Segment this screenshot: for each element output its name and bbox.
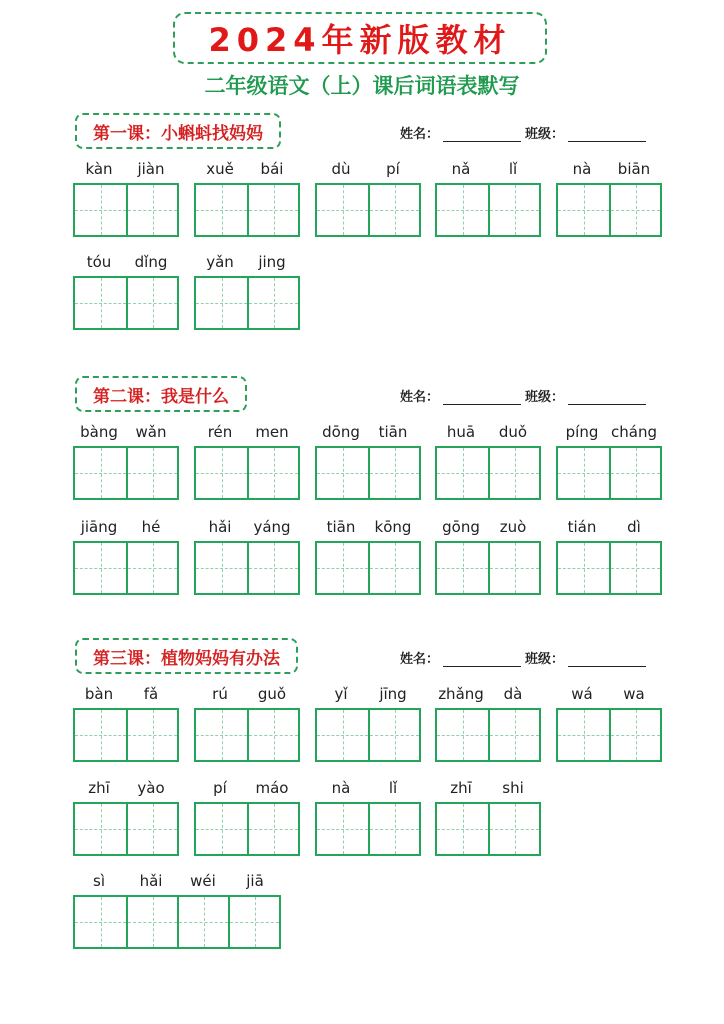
writing-grid <box>194 541 300 595</box>
pinyin-syllable: dì <box>627 518 641 536</box>
writing-grid <box>435 708 541 762</box>
word-row <box>0 776 724 856</box>
pinyin-syllable: wǎn <box>135 423 167 441</box>
pinyin-line <box>73 250 179 274</box>
writing-cell[interactable] <box>488 543 539 593</box>
writing-cell[interactable] <box>126 448 177 498</box>
pinyin-line <box>194 157 300 181</box>
writing-cell[interactable] <box>558 710 609 760</box>
word-item <box>73 682 179 762</box>
writing-cell[interactable] <box>247 804 298 854</box>
word-item <box>315 682 421 762</box>
pinyin-syllable: wa <box>623 685 645 703</box>
pinyin-syllable: pí <box>386 160 400 178</box>
writing-cell[interactable] <box>126 710 177 760</box>
pinyin-syllable: huā <box>446 423 476 441</box>
writing-cell[interactable] <box>437 448 488 498</box>
writing-cell[interactable] <box>488 448 539 498</box>
word-item <box>73 776 179 856</box>
writing-cell[interactable] <box>196 804 247 854</box>
pinyin-syllable: dà <box>503 685 523 703</box>
writing-cell[interactable] <box>247 278 298 328</box>
pinyin-syllable: yǐ <box>334 685 348 703</box>
writing-cell[interactable] <box>126 278 177 328</box>
word-item <box>73 515 179 595</box>
writing-cell[interactable] <box>609 543 660 593</box>
pinyin-syllable: fǎ <box>143 685 159 703</box>
writing-grid <box>435 446 541 500</box>
writing-cell[interactable] <box>126 804 177 854</box>
pinyin-syllable: cháng <box>611 423 657 441</box>
pinyin-syllable: jiā <box>246 872 264 890</box>
writing-cell[interactable] <box>488 710 539 760</box>
lesson-title: 第二课：我是什么 <box>75 376 247 412</box>
pinyin-syllable: kàn <box>85 160 113 178</box>
word-row <box>0 682 724 762</box>
pinyin-syllable: bái <box>260 160 284 178</box>
pinyin-syllable: hǎi <box>208 518 232 536</box>
pinyin-syllable: kōng <box>374 518 412 536</box>
pinyin-line <box>315 420 421 444</box>
writing-grid <box>556 183 662 237</box>
writing-cell[interactable] <box>247 185 298 235</box>
pinyin-syllable: nǎ <box>451 160 471 178</box>
writing-cell[interactable] <box>488 185 539 235</box>
lesson-title: 第一课：小蝌蚪找妈妈 <box>75 113 281 149</box>
pinyin-syllable: píng <box>565 423 599 441</box>
pinyin-syllable: hǎi <box>139 872 163 890</box>
pinyin-syllable: wá <box>571 685 593 703</box>
pinyin-syllable: dǐng <box>134 253 168 271</box>
page-subtitle: 二年级语文（上）课后词语表默写 <box>204 74 520 98</box>
writing-grid <box>435 802 541 856</box>
name-field[interactable] <box>443 127 521 142</box>
pinyin-syllable: zhǎng <box>438 685 484 703</box>
pinyin-syllable: nà <box>572 160 592 178</box>
writing-grid <box>315 541 421 595</box>
pinyin-syllable: zhī <box>450 779 472 797</box>
pinyin-line <box>194 682 300 706</box>
pinyin-syllable: yáng <box>253 518 291 536</box>
pinyin-syllable: wéi <box>190 872 216 890</box>
class-label: 班级： <box>525 127 565 142</box>
word-item <box>315 420 421 500</box>
writing-cell[interactable] <box>317 543 368 593</box>
writing-grid <box>194 446 300 500</box>
pinyin-syllable: xuě <box>206 160 234 178</box>
pinyin-syllable: pí <box>213 779 227 797</box>
writing-cell[interactable] <box>196 543 247 593</box>
word-item <box>194 682 300 762</box>
writing-cell[interactable] <box>126 897 177 947</box>
pinyin-syllable: nà <box>331 779 351 797</box>
pinyin-syllable: sì <box>93 872 105 890</box>
word-item <box>435 157 541 237</box>
pinyin-line <box>315 776 421 800</box>
pinyin-line <box>435 776 541 800</box>
writing-cell[interactable] <box>609 448 660 498</box>
pinyin-line <box>73 420 179 444</box>
writing-cell[interactable] <box>75 543 126 593</box>
writing-grid <box>315 183 421 237</box>
word-item <box>435 420 541 500</box>
writing-cell[interactable] <box>196 448 247 498</box>
writing-grid <box>73 446 179 500</box>
pinyin-line <box>73 776 179 800</box>
writing-grid <box>73 708 179 762</box>
pinyin-line <box>435 420 541 444</box>
pinyin-syllable: yǎn <box>206 253 234 271</box>
pinyin-line <box>435 682 541 706</box>
writing-cell[interactable] <box>247 448 298 498</box>
pinyin-line <box>556 420 662 444</box>
writing-cell[interactable] <box>368 448 419 498</box>
pinyin-syllable: dù <box>331 160 351 178</box>
pinyin-syllable: bàng <box>80 423 118 441</box>
student-info <box>400 123 650 142</box>
writing-cell[interactable] <box>558 543 609 593</box>
class-field[interactable] <box>568 652 646 667</box>
class-label: 班级： <box>525 390 565 405</box>
pinyin-syllable: dōng <box>322 423 360 441</box>
writing-grid <box>194 276 300 330</box>
word-item <box>194 776 300 856</box>
word-item <box>315 515 421 595</box>
pinyin-line <box>73 869 281 893</box>
word-item <box>556 515 662 595</box>
pinyin-line <box>73 515 179 539</box>
writing-cell[interactable] <box>196 278 247 328</box>
writing-cell[interactable] <box>368 804 419 854</box>
word-item <box>315 157 421 237</box>
word-row <box>0 515 724 595</box>
writing-cell[interactable] <box>558 185 609 235</box>
writing-cell[interactable] <box>75 185 126 235</box>
writing-cell[interactable] <box>488 804 539 854</box>
word-item <box>556 420 662 500</box>
pinyin-syllable: biān <box>617 160 651 178</box>
writing-grid <box>194 708 300 762</box>
writing-cell[interactable] <box>247 543 298 593</box>
pinyin-syllable: jiàn <box>137 160 165 178</box>
word-item <box>435 682 541 762</box>
pinyin-line <box>315 157 421 181</box>
pinyin-line <box>435 515 541 539</box>
word-item <box>194 515 300 595</box>
pinyin-syllable: men <box>255 423 289 441</box>
word-row <box>0 250 724 330</box>
writing-cell[interactable] <box>317 710 368 760</box>
writing-grid <box>435 183 541 237</box>
student-info <box>400 386 650 405</box>
writing-cell[interactable] <box>126 185 177 235</box>
writing-cell[interactable] <box>126 543 177 593</box>
pinyin-syllable: guǒ <box>257 685 287 703</box>
writing-cell[interactable] <box>609 710 660 760</box>
writing-cell[interactable] <box>75 710 126 760</box>
writing-grid <box>556 446 662 500</box>
word-item <box>556 682 662 762</box>
word-row <box>0 157 724 237</box>
word-item <box>73 420 179 500</box>
pinyin-line <box>315 682 421 706</box>
word-item <box>435 515 541 595</box>
word-item <box>194 420 300 500</box>
pinyin-syllable: máo <box>255 779 289 797</box>
writing-cell[interactable] <box>368 710 419 760</box>
pinyin-syllable: lǐ <box>508 160 518 178</box>
pinyin-syllable: gōng <box>442 518 480 536</box>
class-label: 班级： <box>525 652 565 667</box>
pinyin-syllable: duǒ <box>498 423 528 441</box>
pinyin-line <box>194 776 300 800</box>
pinyin-line <box>315 515 421 539</box>
student-info <box>400 648 650 667</box>
name-label: 姓名： <box>400 652 440 667</box>
writing-cell[interactable] <box>317 804 368 854</box>
pinyin-line <box>194 250 300 274</box>
writing-cell[interactable] <box>437 710 488 760</box>
writing-cell[interactable] <box>368 543 419 593</box>
name-label: 姓名： <box>400 390 440 405</box>
writing-cell[interactable] <box>75 804 126 854</box>
word-item <box>194 157 300 237</box>
writing-cell[interactable] <box>196 710 247 760</box>
writing-cell[interactable] <box>177 897 228 947</box>
writing-cell[interactable] <box>228 897 279 947</box>
pinyin-syllable: shi <box>502 779 524 797</box>
writing-cell[interactable] <box>317 185 368 235</box>
writing-cell[interactable] <box>75 897 126 947</box>
writing-grid <box>73 541 179 595</box>
pinyin-syllable: lǐ <box>388 779 398 797</box>
pinyin-syllable: tiān <box>378 423 408 441</box>
name-field[interactable] <box>443 652 521 667</box>
writing-grid <box>194 802 300 856</box>
writing-cell[interactable] <box>437 185 488 235</box>
pinyin-syllable: tóu <box>86 253 112 271</box>
writing-grid <box>194 183 300 237</box>
writing-cell[interactable] <box>558 448 609 498</box>
pinyin-syllable: jing <box>258 253 286 271</box>
title-banner <box>173 12 547 64</box>
pinyin-syllable: yào <box>137 779 165 797</box>
word-row <box>0 869 724 949</box>
pinyin-syllable: tiān <box>326 518 356 536</box>
word-item <box>435 776 541 856</box>
pinyin-line <box>556 157 662 181</box>
name-label: 姓名： <box>400 127 440 142</box>
writing-cell[interactable] <box>609 185 660 235</box>
writing-cell[interactable] <box>75 278 126 328</box>
pinyin-syllable: rén <box>207 423 233 441</box>
pinyin-line <box>556 515 662 539</box>
writing-cell[interactable] <box>75 448 126 498</box>
writing-grid <box>73 183 179 237</box>
writing-grid <box>73 895 281 949</box>
word-row <box>0 420 724 500</box>
lesson-title: 第三课：植物妈妈有办法 <box>75 638 298 674</box>
writing-grid <box>315 802 421 856</box>
writing-grid <box>315 446 421 500</box>
class-field[interactable] <box>568 127 646 142</box>
writing-grid <box>73 276 179 330</box>
class-field[interactable] <box>568 390 646 405</box>
pinyin-syllable: rú <box>212 685 228 703</box>
pinyin-syllable: tián <box>567 518 597 536</box>
writing-cell[interactable] <box>437 543 488 593</box>
page-title: 2024年新版教材 <box>208 21 512 59</box>
writing-grid <box>556 708 662 762</box>
pinyin-syllable: zuò <box>499 518 527 536</box>
writing-cell[interactable] <box>196 185 247 235</box>
pinyin-syllable: bàn <box>84 685 114 703</box>
word-item <box>73 250 179 330</box>
word-item <box>194 250 300 330</box>
pinyin-line <box>556 682 662 706</box>
pinyin-line <box>194 515 300 539</box>
pinyin-syllable: zhī <box>88 779 110 797</box>
writing-cell[interactable] <box>437 804 488 854</box>
writing-grid <box>315 708 421 762</box>
pinyin-line <box>73 157 179 181</box>
word-item <box>73 869 281 949</box>
writing-grid <box>435 541 541 595</box>
pinyin-line <box>73 682 179 706</box>
pinyin-syllable: jīng <box>379 685 407 703</box>
writing-cell[interactable] <box>368 185 419 235</box>
name-field[interactable] <box>443 390 521 405</box>
pinyin-line <box>194 420 300 444</box>
pinyin-line <box>435 157 541 181</box>
pinyin-syllable: hé <box>141 518 161 536</box>
writing-cell[interactable] <box>317 448 368 498</box>
word-item <box>556 157 662 237</box>
writing-grid <box>73 802 179 856</box>
word-item <box>73 157 179 237</box>
pinyin-syllable: jiāng <box>80 518 118 536</box>
word-item <box>315 776 421 856</box>
writing-grid <box>556 541 662 595</box>
writing-cell[interactable] <box>247 710 298 760</box>
